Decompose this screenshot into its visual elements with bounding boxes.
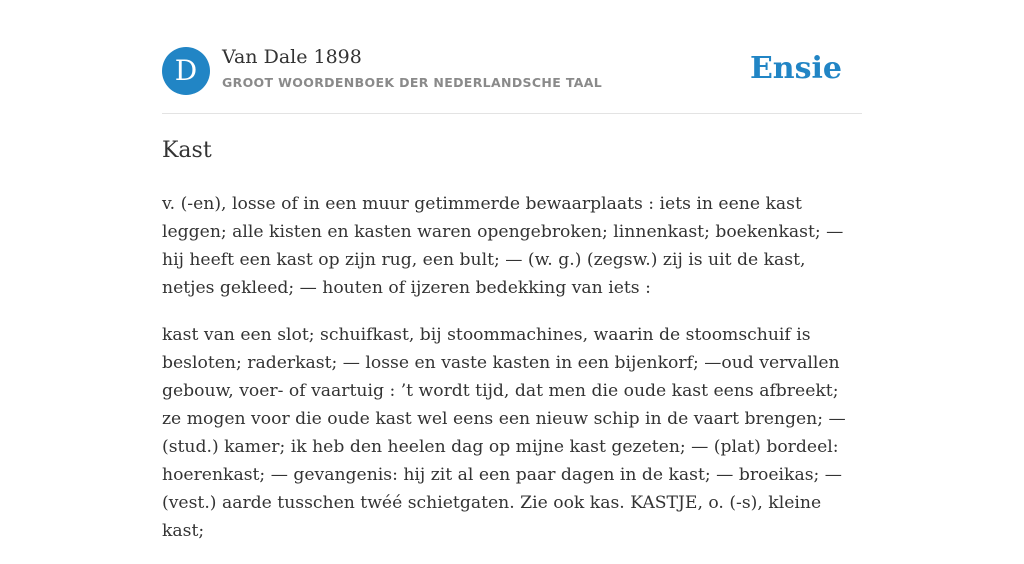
entry-definition — [162, 190, 862, 564]
definition-paragraph: v. (-en), losse of in een muur getimmerde bewaarplaats : iets in eene kast leggen; alle kisten en kasten waren opengebroken; linnenkast; boekenkast; — hij heeft een kast op zijn rug, een bult; — (w. g.) (zegsw.) zij is uit de kast, netjes gekleed; — houten of ijzeren bedekking van iets : — [162, 194, 844, 298]
definition-paragraph: kast van een slot; schuifkast, bij stoommachines, waarin de stoomschuif is besloten; raderkast; — losse en vaste kasten in een bijenkorf; —oud vervallen gebouw, voer- of vaartuig : ’t wordt tijd, dat men die oude kast eens afbreekt; ze mogen voor die oude kast wel eens een nieuw schip in de vaart brengen; — (stud.) kamer; ik heb den heelen dag op mijne kast gezeten; — (plat) bordeel: hoerenkast; — gevangenis: hij zit al een paar dagen in de kast; — broeikas; — (vest.) aarde tusschen twéé schietgaten. Zie ook kas. KASTJE, o. (-s), kleine kast; — [162, 325, 846, 541]
source-title[interactable]: Van Dale 1898 — [222, 46, 362, 68]
header-divider — [162, 113, 862, 114]
brand-logo[interactable]: Ensie — [749, 51, 842, 86]
source-avatar[interactable]: D — [162, 47, 210, 95]
source-subtitle: GROOT WOORDENBOEK DER NEDERLANDSCHE TAAL — [222, 75, 603, 90]
header — [162, 46, 862, 96]
entry-headword: Kast — [162, 138, 212, 163]
